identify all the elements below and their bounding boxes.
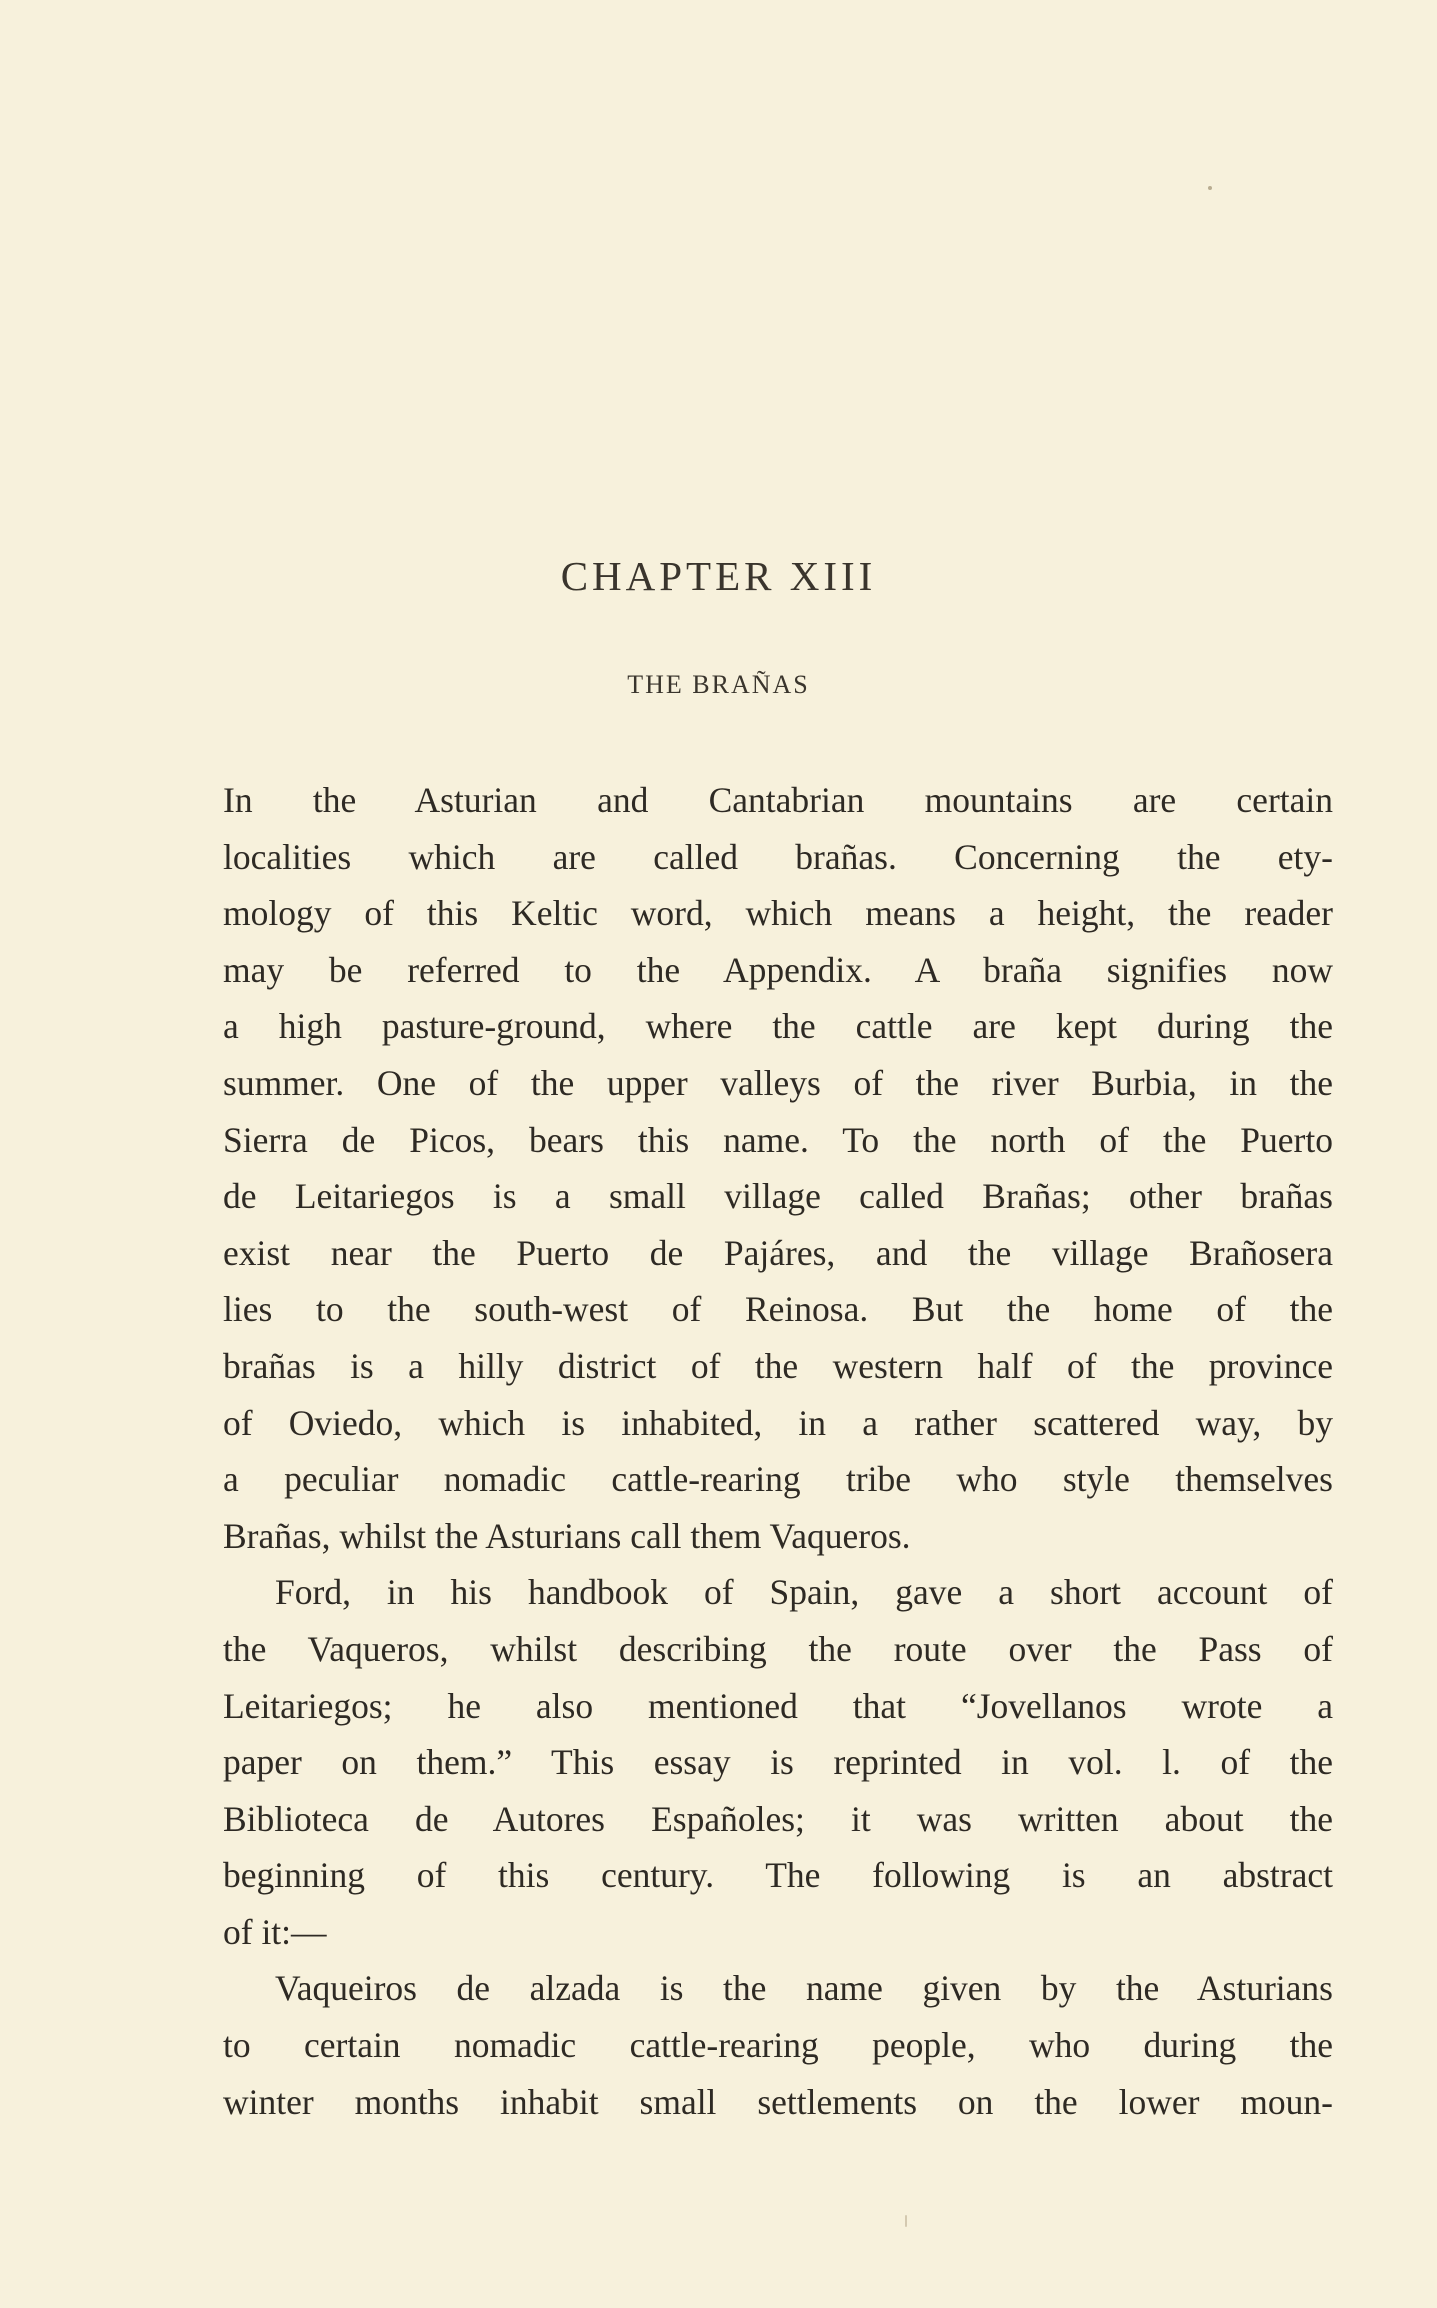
text-line: winter months inhabit small settlements on the lower moun- [223, 2081, 1333, 2122]
text-line: Ford, in his handbook of Spain, gave a short account of [275, 1572, 1333, 1613]
text-line: paper on them.” This essay is reprinted in vol. l. of the [223, 1742, 1333, 1783]
text-line: localities which are called brañas. Concerning the ety- [223, 836, 1333, 877]
text-line: of Oviedo, which is inhabited, in a rather scattered way, by [223, 1402, 1333, 1443]
text-line: brañas is a hilly district of the western half of the province [223, 1345, 1333, 1386]
paper-speck [1208, 186, 1212, 190]
text-line: Sierra de Picos, bears this name. To the north of the Puerto [223, 1119, 1333, 1160]
text-line: Biblioteca de Autores Españoles; it was written about the [223, 1798, 1333, 1839]
text-line: Leitariegos; he also mentioned that “Jovellanos wrote a [223, 1685, 1333, 1726]
chapter-subtitle: THE BRAÑAS [627, 670, 810, 699]
text-line: Vaqueiros de alzada is the name given by the Asturians [275, 1968, 1333, 2009]
text-line: beginning of this century. The following is an abstract [223, 1855, 1333, 1896]
text-line: may be referred to the Appendix. A braña signifies now [223, 949, 1333, 990]
text-line: Brañas, whilst the Asturians call them Vaqueros. [223, 1515, 911, 1556]
chapter-title: CHAPTER XIII [560, 553, 877, 599]
text-line: a peculiar nomadic cattle-rearing tribe who style themselves [223, 1459, 1333, 1500]
text-line: summer. One of the upper valleys of the river Burbia, in the [223, 1062, 1333, 1103]
body-text [223, 772, 1333, 2130]
text-line: of it:— [223, 1911, 327, 1952]
text-line: the Vaqueros, whilst describing the route over the Pass of [223, 1628, 1333, 1669]
text-line: de Leitariegos is a small village called Brañas; other brañas [223, 1176, 1333, 1217]
text-line: In the Asturian and Cantabrian mountains are certain [223, 780, 1333, 820]
text-line: lies to the south-west of Reinosa. But the home of the [223, 1289, 1333, 1330]
text-line: mology of this Keltic word, which means a height, the reader [223, 893, 1333, 934]
text-line: a high pasture-ground, where the cattle are kept during the [223, 1006, 1333, 1047]
text-line: to certain nomadic cattle-rearing people, who during the [223, 2025, 1333, 2066]
paper-speck [905, 2215, 907, 2227]
text-line: exist near the Puerto de Pajáres, and the village Brañosera [223, 1232, 1333, 1273]
